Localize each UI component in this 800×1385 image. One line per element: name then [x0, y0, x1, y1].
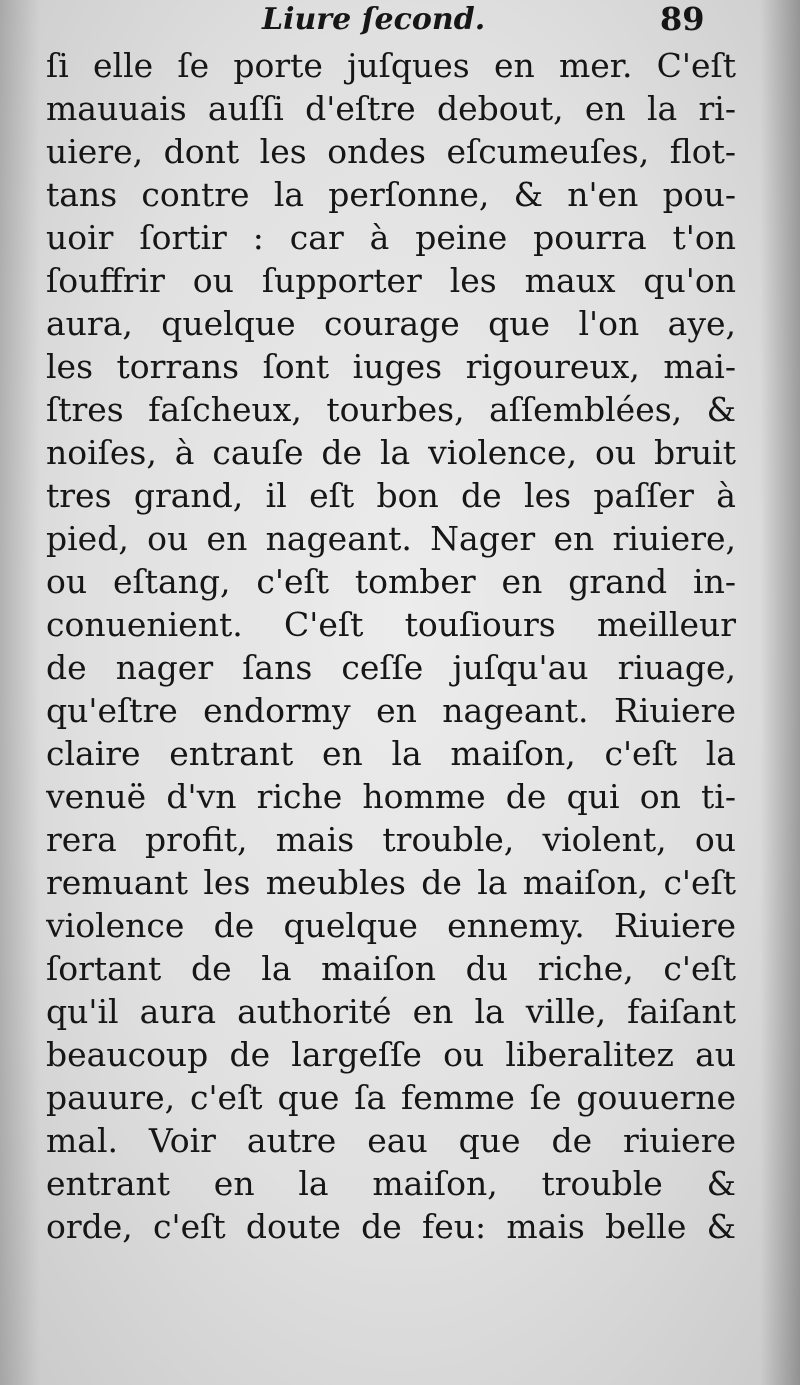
text-line: les torrans ſont iuges rigoureux, mai- [46, 347, 736, 386]
text-line: uiere, dont les ondes eſcumeuſes, flot- [46, 132, 736, 171]
text-line: ſtres faſcheux, tourbes, aſſemblées, & [46, 390, 736, 429]
text-line: qu'il aura authorité en la ville, faiſant [46, 992, 736, 1031]
page-header [0, 0, 800, 40]
text-line: pauure, c'eſt que ſa femme ſe gouuerne [46, 1078, 736, 1117]
text-line: mal. Voir autre eau que de riuiere [46, 1121, 736, 1160]
text-line: ſi elle ſe porte juſques en mer. C'eſt [46, 46, 736, 85]
running-title: Liure ſecond. [262, 2, 486, 37]
text-line: orde, c'eſt doute de feu: mais belle & [46, 1207, 736, 1246]
text-line: claire entrant en la maiſon, c'eſt la [46, 734, 736, 773]
text-line: tans contre la perſonne, & n'en pou- [46, 175, 736, 214]
text-line: rera profit, mais trouble, violent, ou [46, 820, 736, 859]
page-right-shadow [760, 0, 800, 1385]
page-left-shadow [0, 0, 40, 1385]
page-number: 89 [660, 0, 705, 38]
body-text [46, 44, 736, 1248]
text-line: beaucoup de largeſſe ou liberalitez au [46, 1035, 736, 1074]
text-line: ſortant de la maiſon du riche, c'eſt [46, 949, 736, 988]
text-line: noiſes, à cauſe de la violence, ou bruit [46, 433, 736, 472]
text-line: ou eſtang, c'eſt tomber en grand in- [46, 562, 736, 601]
text-line: conuenient. C'eſt touſiours meilleur [46, 605, 736, 644]
text-line: violence de quelque ennemy. Riuiere [46, 906, 736, 945]
text-line: venuë d'vn riche homme de qui on ti- [46, 777, 736, 816]
text-line: ſouffrir ou ſupporter les maux qu'on [46, 261, 736, 300]
text-line: entrant en la maiſon, trouble & [46, 1164, 736, 1203]
text-line: aura, quelque courage que l'on aye, [46, 304, 736, 343]
text-line: pied, ou en nageant. Nager en riuiere, [46, 519, 736, 558]
text-line: mauuais auſſi d'eſtre debout, en la ri- [46, 89, 736, 128]
text-line: de nager ſans ceſſe juſqu'au riuage, [46, 648, 736, 687]
text-line: remuant les meubles de la maiſon, c'eſt [46, 863, 736, 902]
text-line: qu'eſtre endormy en nageant. Riuiere [46, 691, 736, 730]
text-line: uoir ſortir : car à peine pourra t'on [46, 218, 736, 257]
text-line: tres grand, il eſt bon de les paſſer à [46, 476, 736, 515]
